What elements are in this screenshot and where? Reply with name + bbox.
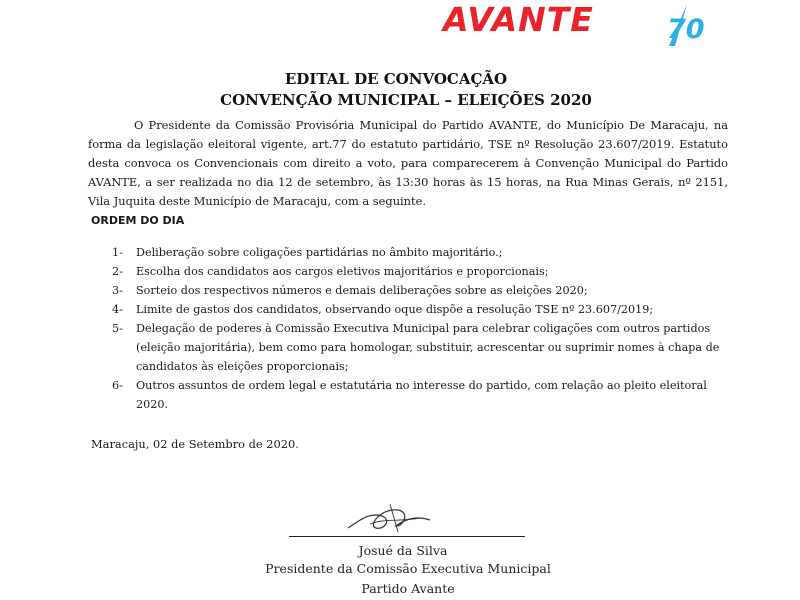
agenda-list <box>112 243 732 414</box>
signatory-name: Josué da Silva <box>358 543 448 558</box>
agenda-item-text: Escolha dos candidatos aos cargos eletivos majoritários e proporcionais; <box>136 265 549 278</box>
agenda-item-text: Limite de gastos dos candidatos, observando oque dispõe a resolução TSE nº 23.607/2019; <box>136 303 654 316</box>
signatory-role: Presidente da Comissão Executiva Municipal <box>265 561 551 576</box>
agenda-item-number: 5- <box>112 322 123 335</box>
document-title: EDITAL DE CONVOCAÇÃO <box>284 70 508 88</box>
agenda-item <box>112 319 732 376</box>
agenda-item-text: Sorteio dos respectivos números e demais deliberações sobre as eleições 2020; <box>136 284 588 297</box>
handwritten-signature <box>340 498 440 538</box>
agenda-item <box>112 281 732 300</box>
party-logo <box>443 0 733 50</box>
agenda-item-number: 3- <box>112 284 123 297</box>
logo-number-text: 70 <box>667 14 705 45</box>
agenda-item <box>112 243 732 262</box>
agenda-item-text: Outros assuntos de ordem legal e estatutária no interesse do partido, com relação ao pleito eleitoral 2020. <box>136 379 707 411</box>
logo-brand-text: AVANTE <box>443 0 594 39</box>
agenda-item <box>112 262 732 281</box>
agenda-item-number: 4- <box>112 303 123 316</box>
intro-paragraph: O Presidente da Comissão Provisória Municipal do Partido AVANTE, do Município De Maracaju, na forma da legislação eleitoral vigente, art.77 do estatuto partidário, TSE nº Resolução 23.607/2019. Estatuto desta convoca os Convencionais com direito a voto, para comparecerem à Convenção Municipal do Partido AVANTE, a ser realizada no dia 12 de setembro, às 13:30 horas às 15 horas, na Rua Minas Gerais, nº 2151, Vila Juquita deste Município de Maracaju, com a seguinte. <box>88 118 728 208</box>
agenda-item-number: 6- <box>112 379 123 392</box>
agenda-item <box>112 376 732 414</box>
agenda-item-number: 1- <box>112 246 123 259</box>
document-subtitle: CONVENÇÃO MUNICIPAL – ELEIÇÕES 2020 <box>220 91 592 109</box>
agenda-item-text: Deliberação sobre coligações partidárias no âmbito majoritário.; <box>136 246 503 259</box>
signature-line <box>289 536 525 537</box>
date-line: Maracaju, 02 de Setembro de 2020. <box>91 437 299 451</box>
agenda-heading: ORDEM DO DIA <box>91 214 185 227</box>
agenda-item <box>112 300 732 319</box>
agenda-item-text: Delegação de poderes à Comissão Executiva Municipal para celebrar coligações com outros partidos (eleição majoritária), bem como para homologar, substituir, acrescentar ou suprimir nomes à chapa de candidatos às eleições proporcionais; <box>136 322 720 373</box>
signatory-party: Partido Avante <box>361 581 455 596</box>
agenda-item-number: 2- <box>112 265 123 278</box>
